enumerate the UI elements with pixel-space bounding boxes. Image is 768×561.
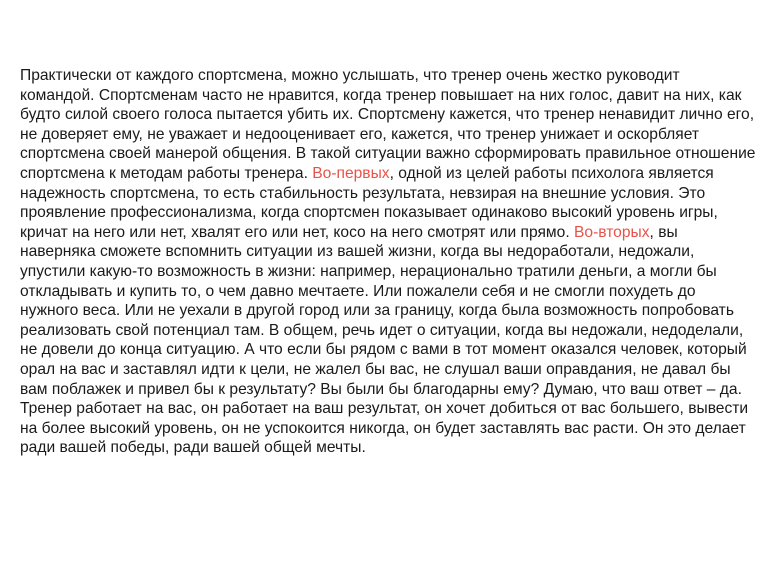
paragraph-1 bbox=[20, 66, 756, 399]
highlight-second: Во-вторых bbox=[574, 223, 650, 241]
paragraph-2: Тренер работает на вас, он работает на ваш результат, он хочет добиться от вас большего, вывести на более высокий уровень, он не успокоится никогда, он будет заставлять вас расти. Он это делает ради вашей победы, ради вашей общей мечты. bbox=[20, 400, 749, 457]
paragraph-1-part-3: , вы наверняка сможете вспомнить ситуации из вашей жизни, когда вы недоработали, недожали, упустили какую-то возможность в жизни: например, нерационально тратили деньги, а могли бы откладывать и купить то, о чем давно мечтаете. Или пожалели себя и не смогли похудеть до нужного веса. Или не уехали в другой город или за границу, когда была возможность попробовать реализовать свой потенциал там. В общем, речь идет о ситуации, когда вы недожали, недоделали, не довели до конца ситуацию. А что если бы рядом с вами в тот момент оказался человек, который орал на вас и заставлял идти к цели, не жалел бы вас, не слушал ваши оправдания, не давал бы вам поблажек и привел бы к результату? Вы были бы благодарны ему? Думаю, что ваш ответ – да. bbox=[20, 223, 747, 398]
paragraph-1-part-1: Практически от каждого спортсмена, можно услышать, что тренер очень жестко руководит командой. Спортсменам часто не нравится, когда тренер повышает на них голос, давит на них, как будто силой своего голоса пытается убить их. Спортсмену кажется, что тренер ненавидит лично его, не доверяет ему, не уважает и недооценивает его, кажется, что тренер унижает и оскорбляет спортсмена своей манерой общения. В такой ситуации важно сформировать правильное отношение спортсмена к методам работы тренера. bbox=[20, 67, 756, 182]
text-block bbox=[20, 66, 756, 458]
paragraph-1-part-2: , одной из целей работы психолога является надежность спортсмена, то есть стабильность результата, невзирая на внешние условия. Это проявление профессионализма, когда спортсмен показывает одинаково высокий уровень игры, кричат на него или нет, хвалят его или нет, косо на него смотрят или прямо. bbox=[20, 164, 718, 241]
highlight-first: Во-первых bbox=[312, 164, 390, 182]
